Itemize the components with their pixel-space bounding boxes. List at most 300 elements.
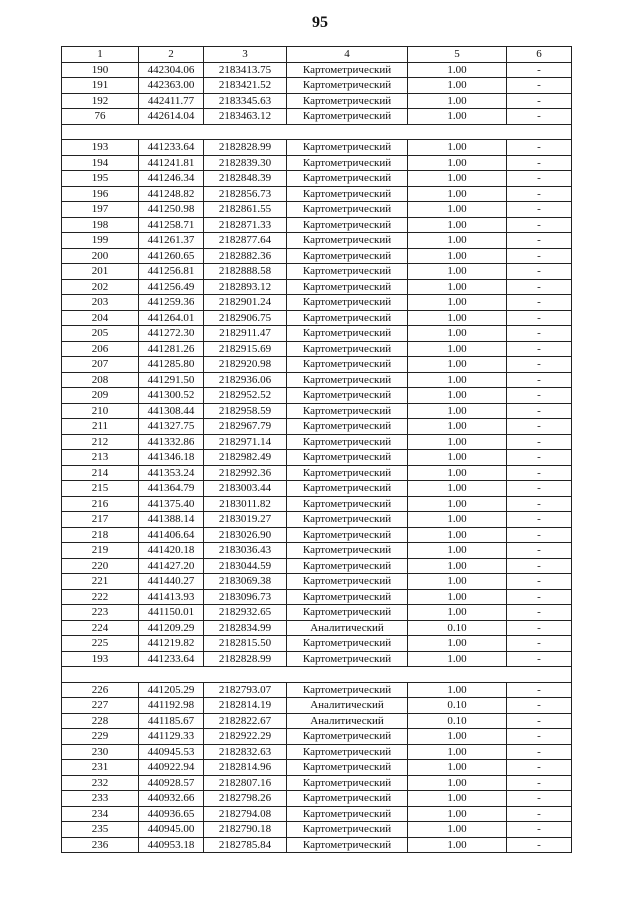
accuracy-cell: 1.00 (408, 527, 507, 543)
point-number-cell: 234 (62, 806, 139, 822)
note-cell: - (507, 543, 572, 559)
note-cell: - (507, 527, 572, 543)
point-number-cell: 236 (62, 837, 139, 853)
x-coordinate-cell: 441256.81 (139, 264, 204, 280)
accuracy-cell: 0.10 (408, 620, 507, 636)
y-coordinate-cell: 2183011.82 (204, 496, 287, 512)
x-coordinate-cell: 441261.37 (139, 233, 204, 249)
y-coordinate-cell: 2182794.08 (204, 806, 287, 822)
accuracy-cell: 1.00 (408, 682, 507, 698)
method-cell: Картометрический (287, 527, 408, 543)
method-cell: Картометрический (287, 403, 408, 419)
method-cell: Картометрический (287, 388, 408, 404)
y-coordinate-cell: 2182871.33 (204, 217, 287, 233)
y-coordinate-cell: 2182807.16 (204, 775, 287, 791)
page-number: 95 (312, 14, 328, 31)
method-cell: Картометрический (287, 155, 408, 171)
accuracy-cell: 1.00 (408, 434, 507, 450)
method-cell: Картометрический (287, 450, 408, 466)
method-cell: Картометрический (287, 574, 408, 590)
point-number-cell: 229 (62, 729, 139, 745)
y-coordinate-cell: 2183036.43 (204, 543, 287, 559)
accuracy-cell: 1.00 (408, 171, 507, 187)
accuracy-cell: 1.00 (408, 450, 507, 466)
point-number-cell: 196 (62, 186, 139, 202)
table-row (62, 419, 572, 435)
x-coordinate-cell: 441413.93 (139, 589, 204, 605)
point-number-cell: 191 (62, 78, 139, 94)
point-number-cell: 190 (62, 62, 139, 78)
y-coordinate-cell: 2183096.73 (204, 589, 287, 605)
y-coordinate-cell: 2183069.38 (204, 574, 287, 590)
method-cell: Аналитический (287, 713, 408, 729)
method-cell: Картометрический (287, 341, 408, 357)
table-row (62, 822, 572, 838)
method-cell: Картометрический (287, 481, 408, 497)
table-row (62, 760, 572, 776)
y-coordinate-cell: 2182932.65 (204, 605, 287, 621)
accuracy-cell: 1.00 (408, 574, 507, 590)
method-cell: Картометрический (287, 233, 408, 249)
accuracy-cell: 1.00 (408, 78, 507, 94)
y-coordinate-cell: 2183003.44 (204, 481, 287, 497)
x-coordinate-cell: 441375.40 (139, 496, 204, 512)
note-cell: - (507, 279, 572, 295)
coordinates-table (61, 46, 572, 853)
point-number-cell: 203 (62, 295, 139, 311)
x-coordinate-cell: 441192.98 (139, 698, 204, 714)
point-number-cell: 76 (62, 109, 139, 125)
y-coordinate-cell: 2183421.52 (204, 78, 287, 94)
note-cell: - (507, 806, 572, 822)
x-coordinate-cell: 441205.29 (139, 682, 204, 698)
note-cell: - (507, 651, 572, 667)
point-number-cell: 194 (62, 155, 139, 171)
table-row (62, 279, 572, 295)
table-row (62, 512, 572, 528)
y-coordinate-cell: 2182861.55 (204, 202, 287, 218)
table-row (62, 543, 572, 559)
note-cell: - (507, 636, 572, 652)
method-cell: Картометрический (287, 310, 408, 326)
method-cell: Аналитический (287, 698, 408, 714)
table-row (62, 233, 572, 249)
note-cell: - (507, 171, 572, 187)
x-coordinate-cell: 441291.50 (139, 372, 204, 388)
y-coordinate-cell: 2182958.59 (204, 403, 287, 419)
y-coordinate-cell: 2182877.64 (204, 233, 287, 249)
table-row (62, 729, 572, 745)
accuracy-cell: 1.00 (408, 837, 507, 853)
x-coordinate-cell: 440922.94 (139, 760, 204, 776)
method-cell: Картометрический (287, 806, 408, 822)
x-coordinate-cell: 440945.53 (139, 744, 204, 760)
x-coordinate-cell: 441420.18 (139, 543, 204, 559)
x-coordinate-cell: 441364.79 (139, 481, 204, 497)
header-cell: 2 (139, 47, 204, 63)
y-coordinate-cell: 2182906.75 (204, 310, 287, 326)
point-number-cell: 226 (62, 682, 139, 698)
table-row (62, 527, 572, 543)
note-cell: - (507, 310, 572, 326)
y-coordinate-cell: 2182828.99 (204, 651, 287, 667)
table-row (62, 217, 572, 233)
accuracy-cell: 1.00 (408, 496, 507, 512)
method-cell: Картометрический (287, 186, 408, 202)
x-coordinate-cell: 441241.81 (139, 155, 204, 171)
x-coordinate-cell: 442411.77 (139, 93, 204, 109)
method-cell: Картометрический (287, 682, 408, 698)
accuracy-cell: 1.00 (408, 760, 507, 776)
y-coordinate-cell: 2182815.50 (204, 636, 287, 652)
accuracy-cell: 1.00 (408, 279, 507, 295)
method-cell: Картометрический (287, 248, 408, 264)
y-coordinate-cell: 2183026.90 (204, 527, 287, 543)
table-row (62, 109, 572, 125)
table-row (62, 651, 572, 667)
table-row (62, 744, 572, 760)
table-row (62, 403, 572, 419)
note-cell: - (507, 388, 572, 404)
y-coordinate-cell: 2182915.69 (204, 341, 287, 357)
note-cell: - (507, 760, 572, 776)
note-cell: - (507, 202, 572, 218)
y-coordinate-cell: 2182882.36 (204, 248, 287, 264)
y-coordinate-cell: 2182920.98 (204, 357, 287, 373)
note-cell: - (507, 713, 572, 729)
point-number-cell: 220 (62, 558, 139, 574)
table-row (62, 837, 572, 853)
point-number-cell: 213 (62, 450, 139, 466)
point-number-cell: 231 (62, 760, 139, 776)
y-coordinate-cell: 2182832.63 (204, 744, 287, 760)
table-row (62, 775, 572, 791)
accuracy-cell: 1.00 (408, 791, 507, 807)
table-row (62, 341, 572, 357)
x-coordinate-cell: 440945.00 (139, 822, 204, 838)
note-cell: - (507, 357, 572, 373)
x-coordinate-cell: 441259.36 (139, 295, 204, 311)
point-number-cell: 198 (62, 217, 139, 233)
x-coordinate-cell: 441209.29 (139, 620, 204, 636)
method-cell: Картометрический (287, 760, 408, 776)
x-coordinate-cell: 442614.04 (139, 109, 204, 125)
point-number-cell: 201 (62, 264, 139, 280)
table-row (62, 93, 572, 109)
y-coordinate-cell: 2183413.75 (204, 62, 287, 78)
y-coordinate-cell: 2182790.18 (204, 822, 287, 838)
point-number-cell: 225 (62, 636, 139, 652)
note-cell: - (507, 837, 572, 853)
point-number-cell: 227 (62, 698, 139, 714)
point-number-cell: 206 (62, 341, 139, 357)
point-number-cell: 215 (62, 481, 139, 497)
note-cell: - (507, 109, 572, 125)
accuracy-cell: 1.00 (408, 140, 507, 156)
table-row (62, 605, 572, 621)
y-coordinate-cell: 2182967.79 (204, 419, 287, 435)
note-cell: - (507, 248, 572, 264)
x-coordinate-cell: 441300.52 (139, 388, 204, 404)
table-row (62, 682, 572, 698)
accuracy-cell: 1.00 (408, 822, 507, 838)
x-coordinate-cell: 442304.06 (139, 62, 204, 78)
note-cell: - (507, 419, 572, 435)
point-number-cell: 209 (62, 388, 139, 404)
note-cell: - (507, 589, 572, 605)
accuracy-cell: 1.00 (408, 543, 507, 559)
y-coordinate-cell: 2182856.73 (204, 186, 287, 202)
method-cell: Картометрический (287, 434, 408, 450)
method-cell: Картометрический (287, 729, 408, 745)
y-coordinate-cell: 2182785.84 (204, 837, 287, 853)
accuracy-cell: 1.00 (408, 155, 507, 171)
table-row (62, 434, 572, 450)
method-cell: Картометрический (287, 202, 408, 218)
method-cell: Картометрический (287, 78, 408, 94)
point-number-cell: 212 (62, 434, 139, 450)
method-cell: Картометрический (287, 822, 408, 838)
x-coordinate-cell: 441272.30 (139, 326, 204, 342)
separator-row (62, 124, 572, 140)
method-cell: Картометрический (287, 62, 408, 78)
x-coordinate-cell: 441150.01 (139, 605, 204, 621)
note-cell: - (507, 574, 572, 590)
table-row (62, 791, 572, 807)
accuracy-cell: 1.00 (408, 264, 507, 280)
x-coordinate-cell: 441129.33 (139, 729, 204, 745)
note-cell: - (507, 558, 572, 574)
method-cell: Аналитический (287, 620, 408, 636)
table-row (62, 171, 572, 187)
table-row (62, 450, 572, 466)
accuracy-cell: 1.00 (408, 109, 507, 125)
x-coordinate-cell: 441233.64 (139, 140, 204, 156)
point-number-cell: 193 (62, 140, 139, 156)
accuracy-cell: 1.00 (408, 310, 507, 326)
method-cell: Картометрический (287, 651, 408, 667)
note-cell: - (507, 93, 572, 109)
y-coordinate-cell: 2183345.63 (204, 93, 287, 109)
accuracy-cell: 1.00 (408, 744, 507, 760)
point-number-cell: 199 (62, 233, 139, 249)
table-row (62, 806, 572, 822)
point-number-cell: 216 (62, 496, 139, 512)
header-cell: 4 (287, 47, 408, 63)
method-cell: Картометрический (287, 372, 408, 388)
accuracy-cell: 0.10 (408, 698, 507, 714)
method-cell: Картометрический (287, 93, 408, 109)
table-row (62, 78, 572, 94)
point-number-cell: 228 (62, 713, 139, 729)
accuracy-cell: 1.00 (408, 465, 507, 481)
note-cell: - (507, 341, 572, 357)
point-number-cell: 200 (62, 248, 139, 264)
x-coordinate-cell: 441281.26 (139, 341, 204, 357)
table-row (62, 295, 572, 311)
accuracy-cell: 1.00 (408, 481, 507, 497)
point-number-cell: 195 (62, 171, 139, 187)
y-coordinate-cell: 2182952.52 (204, 388, 287, 404)
table-body (62, 62, 572, 853)
x-coordinate-cell: 440932.66 (139, 791, 204, 807)
note-cell: - (507, 496, 572, 512)
x-coordinate-cell: 441260.65 (139, 248, 204, 264)
x-coordinate-cell: 441233.64 (139, 651, 204, 667)
note-cell: - (507, 512, 572, 528)
table-row (62, 326, 572, 342)
note-cell: - (507, 403, 572, 419)
accuracy-cell: 1.00 (408, 729, 507, 745)
point-number-cell: 223 (62, 605, 139, 621)
table-row (62, 698, 572, 714)
note-cell: - (507, 78, 572, 94)
accuracy-cell: 1.00 (408, 93, 507, 109)
note-cell: - (507, 465, 572, 481)
y-coordinate-cell: 2182893.12 (204, 279, 287, 295)
x-coordinate-cell: 441248.82 (139, 186, 204, 202)
y-coordinate-cell: 2182798.26 (204, 791, 287, 807)
note-cell: - (507, 326, 572, 342)
y-coordinate-cell: 2182814.19 (204, 698, 287, 714)
accuracy-cell: 1.00 (408, 512, 507, 528)
point-number-cell: 211 (62, 419, 139, 435)
point-number-cell: 210 (62, 403, 139, 419)
point-number-cell: 230 (62, 744, 139, 760)
note-cell: - (507, 729, 572, 745)
note-cell: - (507, 140, 572, 156)
x-coordinate-cell: 441327.75 (139, 419, 204, 435)
y-coordinate-cell: 2182834.99 (204, 620, 287, 636)
method-cell: Картометрический (287, 605, 408, 621)
method-cell: Картометрический (287, 465, 408, 481)
method-cell: Картометрический (287, 326, 408, 342)
note-cell: - (507, 155, 572, 171)
table-row (62, 589, 572, 605)
method-cell: Картометрический (287, 589, 408, 605)
x-coordinate-cell: 441250.98 (139, 202, 204, 218)
x-coordinate-cell: 441406.64 (139, 527, 204, 543)
note-cell: - (507, 233, 572, 249)
accuracy-cell: 1.00 (408, 217, 507, 233)
method-cell: Картометрический (287, 171, 408, 187)
point-number-cell: 208 (62, 372, 139, 388)
separator-row (62, 667, 572, 683)
y-coordinate-cell: 2183044.59 (204, 558, 287, 574)
accuracy-cell: 1.00 (408, 419, 507, 435)
header-cell: 1 (62, 47, 139, 63)
method-cell: Картометрический (287, 543, 408, 559)
accuracy-cell: 1.00 (408, 233, 507, 249)
y-coordinate-cell: 2182814.96 (204, 760, 287, 776)
method-cell: Картометрический (287, 775, 408, 791)
header-cell: 3 (204, 47, 287, 63)
method-cell: Картометрический (287, 558, 408, 574)
table-row (62, 248, 572, 264)
y-coordinate-cell: 2183019.27 (204, 512, 287, 528)
method-cell: Картометрический (287, 279, 408, 295)
table-row (62, 465, 572, 481)
accuracy-cell: 1.00 (408, 62, 507, 78)
accuracy-cell: 1.00 (408, 589, 507, 605)
note-cell: - (507, 698, 572, 714)
y-coordinate-cell: 2182848.39 (204, 171, 287, 187)
point-number-cell: 232 (62, 775, 139, 791)
accuracy-cell: 1.00 (408, 248, 507, 264)
accuracy-cell: 1.00 (408, 388, 507, 404)
table-row (62, 636, 572, 652)
x-coordinate-cell: 440928.57 (139, 775, 204, 791)
table-row (62, 496, 572, 512)
point-number-cell: 222 (62, 589, 139, 605)
accuracy-cell: 1.00 (408, 326, 507, 342)
table-row (62, 140, 572, 156)
point-number-cell: 224 (62, 620, 139, 636)
point-number-cell: 205 (62, 326, 139, 342)
point-number-cell: 197 (62, 202, 139, 218)
table-row (62, 310, 572, 326)
note-cell: - (507, 372, 572, 388)
method-cell: Картометрический (287, 419, 408, 435)
y-coordinate-cell: 2182982.49 (204, 450, 287, 466)
table-row (62, 357, 572, 373)
point-number-cell: 235 (62, 822, 139, 838)
note-cell: - (507, 605, 572, 621)
accuracy-cell: 1.00 (408, 558, 507, 574)
note-cell: - (507, 682, 572, 698)
table-row (62, 481, 572, 497)
point-number-cell: 233 (62, 791, 139, 807)
table-row (62, 202, 572, 218)
table-row (62, 155, 572, 171)
x-coordinate-cell: 441440.27 (139, 574, 204, 590)
point-number-cell: 202 (62, 279, 139, 295)
note-cell: - (507, 481, 572, 497)
x-coordinate-cell: 441388.14 (139, 512, 204, 528)
x-coordinate-cell: 441258.71 (139, 217, 204, 233)
accuracy-cell: 1.00 (408, 806, 507, 822)
y-coordinate-cell: 2182936.06 (204, 372, 287, 388)
method-cell: Картометрический (287, 295, 408, 311)
separator-cell (62, 667, 572, 683)
x-coordinate-cell: 441346.18 (139, 450, 204, 466)
note-cell: - (507, 62, 572, 78)
accuracy-cell: 1.00 (408, 295, 507, 311)
point-number-cell: 214 (62, 465, 139, 481)
table-row (62, 574, 572, 590)
note-cell: - (507, 822, 572, 838)
table-row (62, 264, 572, 280)
x-coordinate-cell: 441285.80 (139, 357, 204, 373)
accuracy-cell: 0.10 (408, 713, 507, 729)
point-number-cell: 218 (62, 527, 139, 543)
method-cell: Картометрический (287, 837, 408, 853)
accuracy-cell: 1.00 (408, 357, 507, 373)
note-cell: - (507, 434, 572, 450)
method-cell: Картометрический (287, 744, 408, 760)
accuracy-cell: 1.00 (408, 636, 507, 652)
point-number-cell: 192 (62, 93, 139, 109)
x-coordinate-cell: 441185.67 (139, 713, 204, 729)
accuracy-cell: 1.00 (408, 186, 507, 202)
method-cell: Картометрический (287, 636, 408, 652)
y-coordinate-cell: 2182888.58 (204, 264, 287, 280)
x-coordinate-cell: 440936.65 (139, 806, 204, 822)
x-coordinate-cell: 441256.49 (139, 279, 204, 295)
accuracy-cell: 1.00 (408, 605, 507, 621)
accuracy-cell: 1.00 (408, 403, 507, 419)
note-cell: - (507, 744, 572, 760)
